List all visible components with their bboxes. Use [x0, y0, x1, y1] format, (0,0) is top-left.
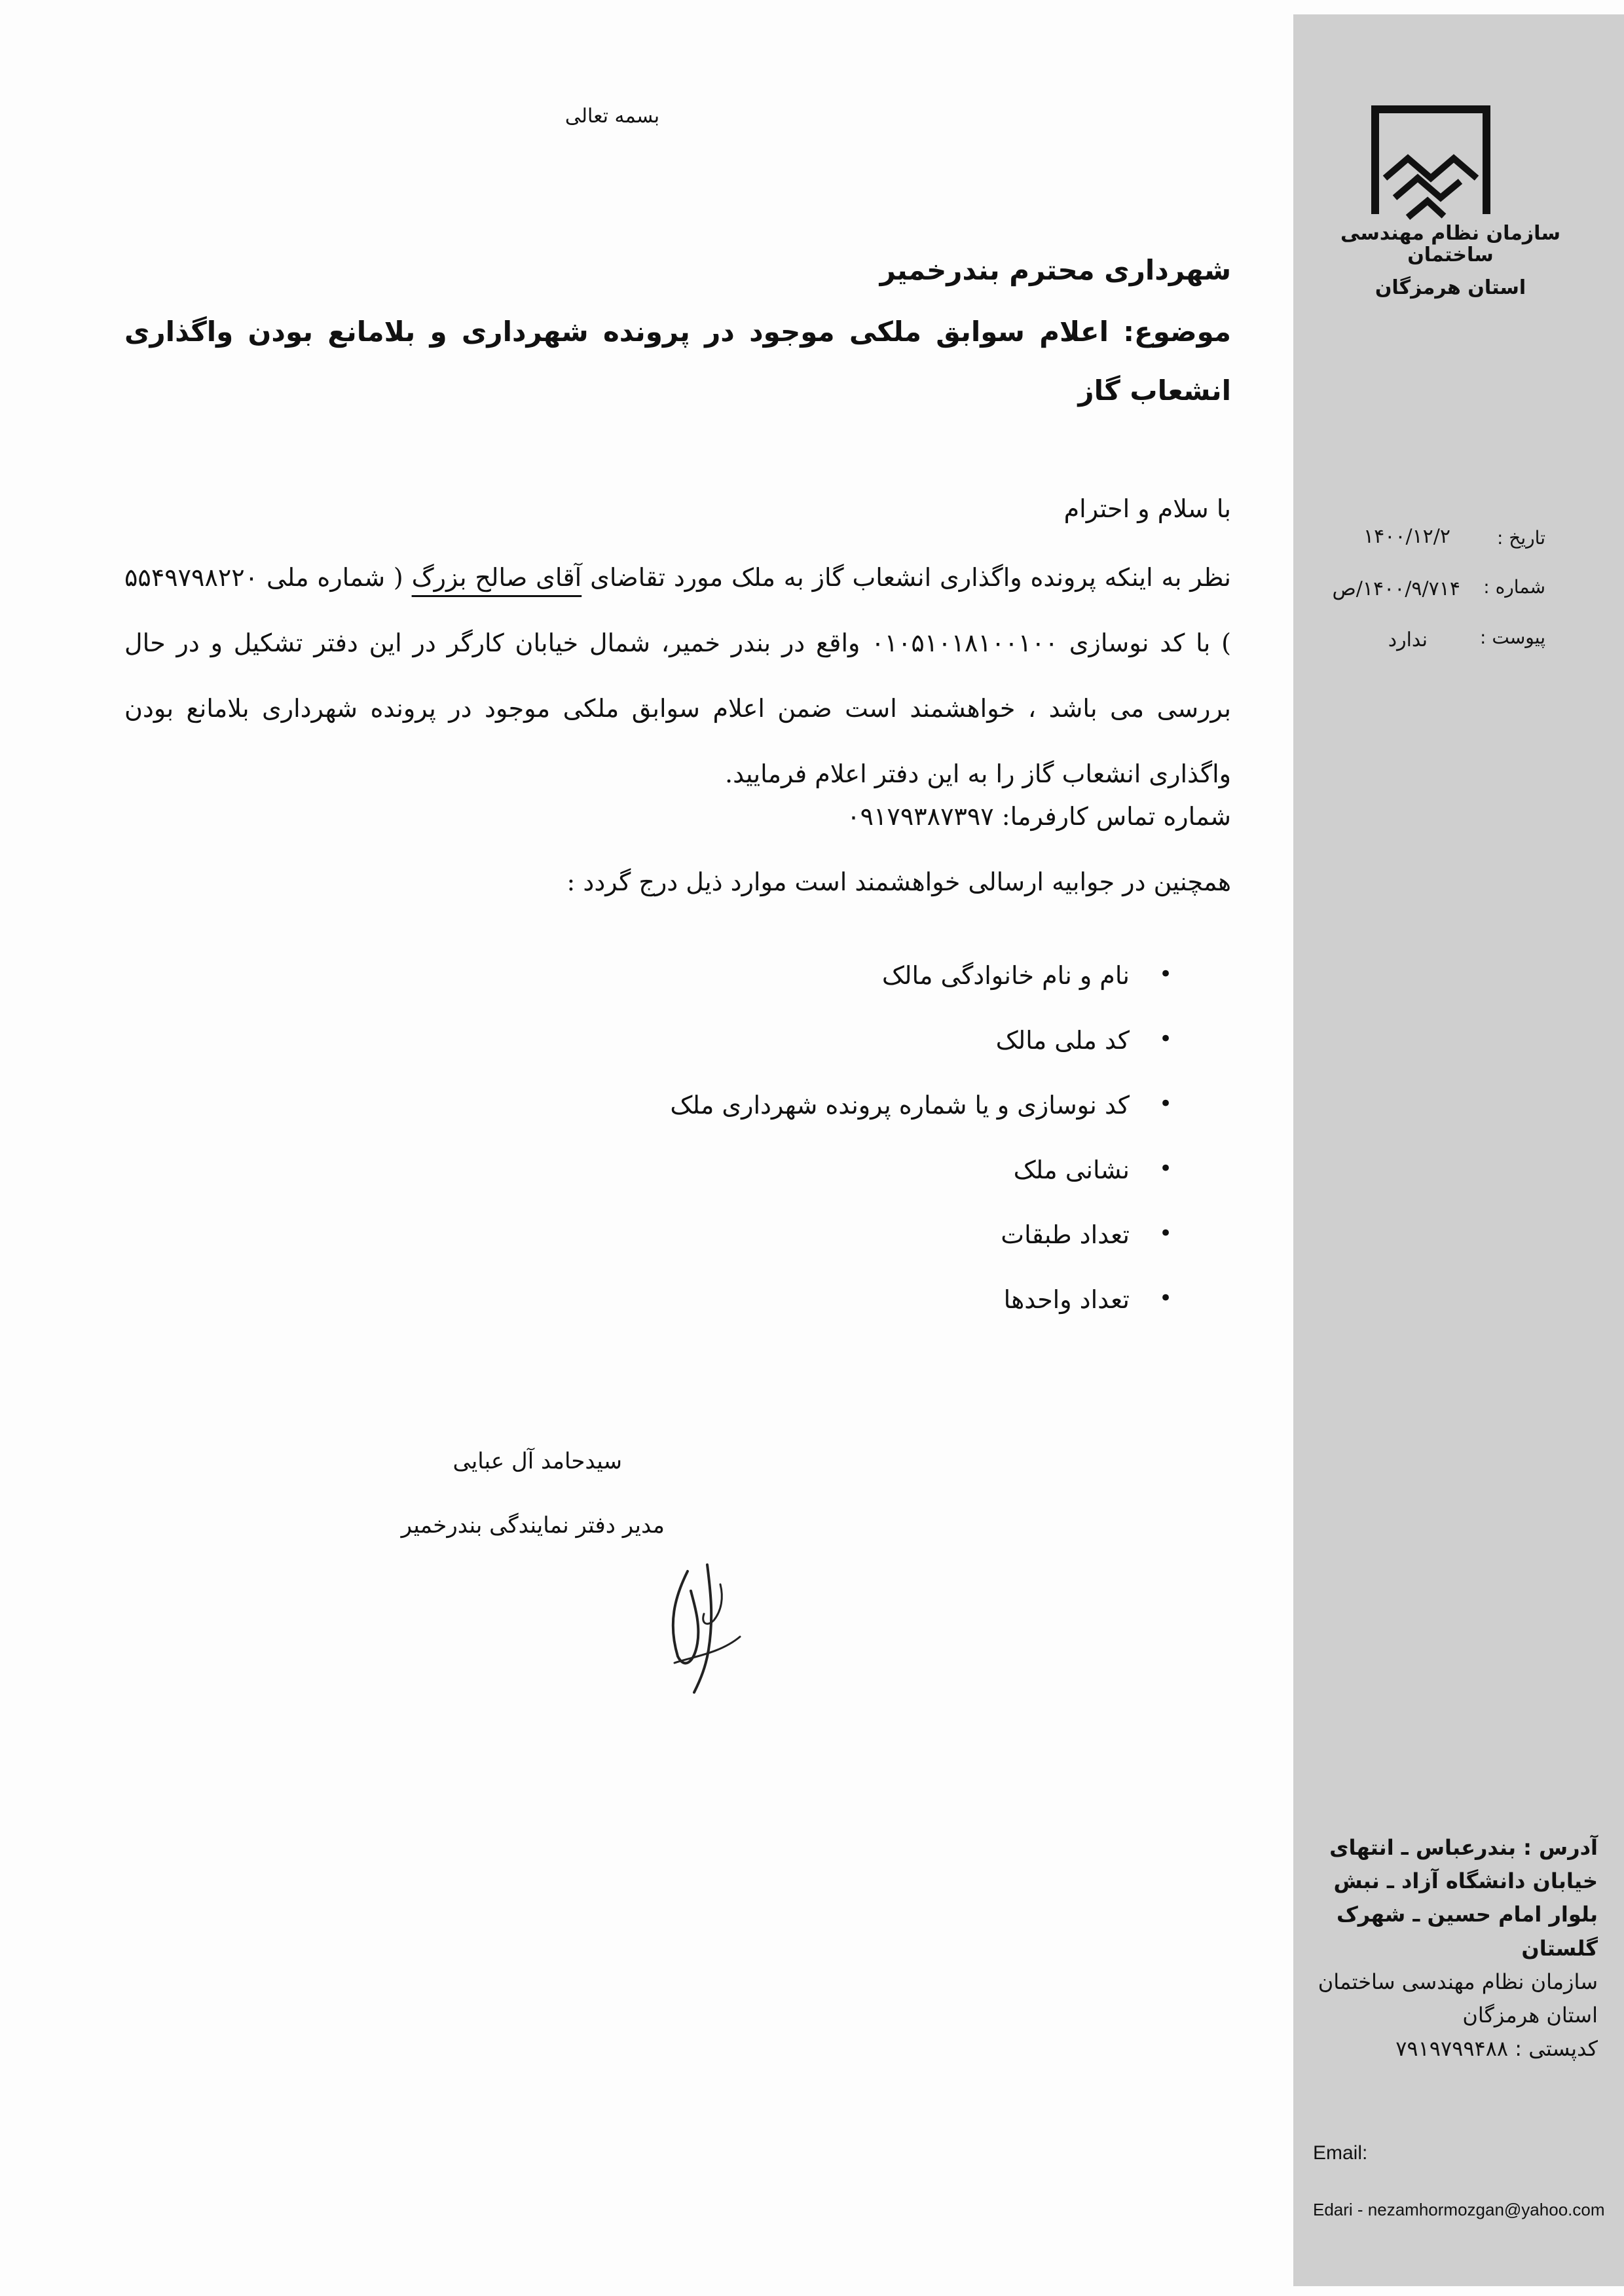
signer-title: مدیر دفتر نمایندگی بندرخمیر [401, 1512, 665, 1539]
basmala: بسمه تعالی [564, 105, 660, 128]
bullet-icon: • [1158, 1091, 1172, 1117]
paragraph-text: ( شماره ملی ۵۵۴۹۷۹۸۲۲۰ ) با کد نوسازی ۰۱۰۵۱۰۱۸۱۰۰۱۰۰ واقع در بندر خمیر، شمال خیابان کارگر در این دفتر تشکیل و در حال بررسی می باشد ، خواهشمند است ضمن اعلام سوابق ملکی موجود در پرونده شهرداری بلامانع بودن واگذاری انشعاب گاز را به این دفتر اعلام فرمایید. [124, 563, 1231, 788]
date-label: تاریخ : [1496, 527, 1545, 549]
bullet-icon: • [1158, 1156, 1172, 1182]
bullet-icon: • [1158, 1026, 1172, 1052]
footer-org-name: سازمان نظام مهندسی ساختمان [1318, 1969, 1598, 1994]
address-line: بلوار امام حسین ـ شهرک [1336, 1902, 1598, 1927]
organization-province: استان هرمزگان [1375, 276, 1526, 299]
number-value: ۱۴۰۰/۹/۷۱۴/ص [1332, 577, 1460, 600]
letterhead-sidebar [1293, 14, 1624, 2286]
letter-body [124, 0, 1231, 2296]
list-item-text: نشانی ملک [1013, 1156, 1130, 1184]
address-line: گلستان [1521, 1935, 1598, 1961]
address-line: خیابان دانشگاه آزاد ـ نبش [1333, 1868, 1598, 1894]
list-item-text: کد ملی مالک [995, 1026, 1130, 1055]
organization-name: سازمان نظام مهندسی ساختمان [1340, 222, 1560, 266]
date-value: ۱۴۰۰/۱۲/۲ [1363, 525, 1450, 548]
list-item-text: کد نوسازی و یا شماره پرونده شهرداری ملک [670, 1091, 1130, 1120]
bullet-icon: • [1158, 961, 1172, 987]
bullet-icon: • [1158, 1220, 1172, 1247]
paragraph-text: نظر به اینکه پرونده واگذاری انشعاب گاز به ملک مورد تقاضای [581, 563, 1231, 592]
letter-recipient: شهرداری محترم بندرخمیر [879, 254, 1231, 286]
list-item-text: تعداد واحدها [1003, 1285, 1130, 1314]
address-line: آدرس : بندرعباس ـ انتهای [1329, 1835, 1598, 1860]
contact-number: شماره تماس کارفرما: ۰۹۱۷۹۳۸۷۳۹۷ [847, 802, 1231, 831]
list-item-text: تعداد طبقات [1001, 1220, 1130, 1249]
request-text: همچنین در جوابیه ارسالی خواهشمند است موارد ذیل درج گردد : [566, 867, 1231, 896]
email-address: Edari - nezamhormozgan@yahoo.com [1313, 2200, 1605, 2219]
letter-paragraph [124, 545, 1231, 807]
required-items-list [124, 961, 1231, 1350]
list-item [124, 961, 1231, 1026]
handwritten-signature [648, 1558, 760, 1696]
attachment-value: ندارد [1388, 629, 1428, 651]
letter-greeting: با سلام و احترام [1063, 494, 1231, 523]
attachment-label: پیوست : [1480, 627, 1545, 648]
footer-address [1316, 1831, 1598, 2066]
list-item [124, 1285, 1231, 1350]
postal-code: کدپستی : ۷۹۱۹۷۹۹۴۸۸ [1395, 2036, 1598, 2062]
list-item [124, 1091, 1231, 1156]
applicant-name: آقای صالح بزرگ [411, 563, 582, 592]
email-label: Email: [1313, 2142, 1368, 2164]
list-item [124, 1156, 1231, 1220]
signer-name: سیدحامد آل عبایی [452, 1448, 622, 1474]
footer-org-province: استان هرمزگان [1462, 2002, 1598, 2028]
list-item [124, 1026, 1231, 1091]
bullet-icon: • [1158, 1285, 1172, 1311]
list-item [124, 1220, 1231, 1285]
number-label: شماره : [1483, 576, 1545, 598]
list-item-text: نام و نام خانوادگی مالک [881, 961, 1130, 990]
letter-subject: موضوع: اعلام سوابق ملکی موجود در پرونده شهرداری و بلامانع بودن واگذاری انشعاب گاز [124, 316, 1231, 407]
organization-logo-icon [1362, 100, 1500, 224]
